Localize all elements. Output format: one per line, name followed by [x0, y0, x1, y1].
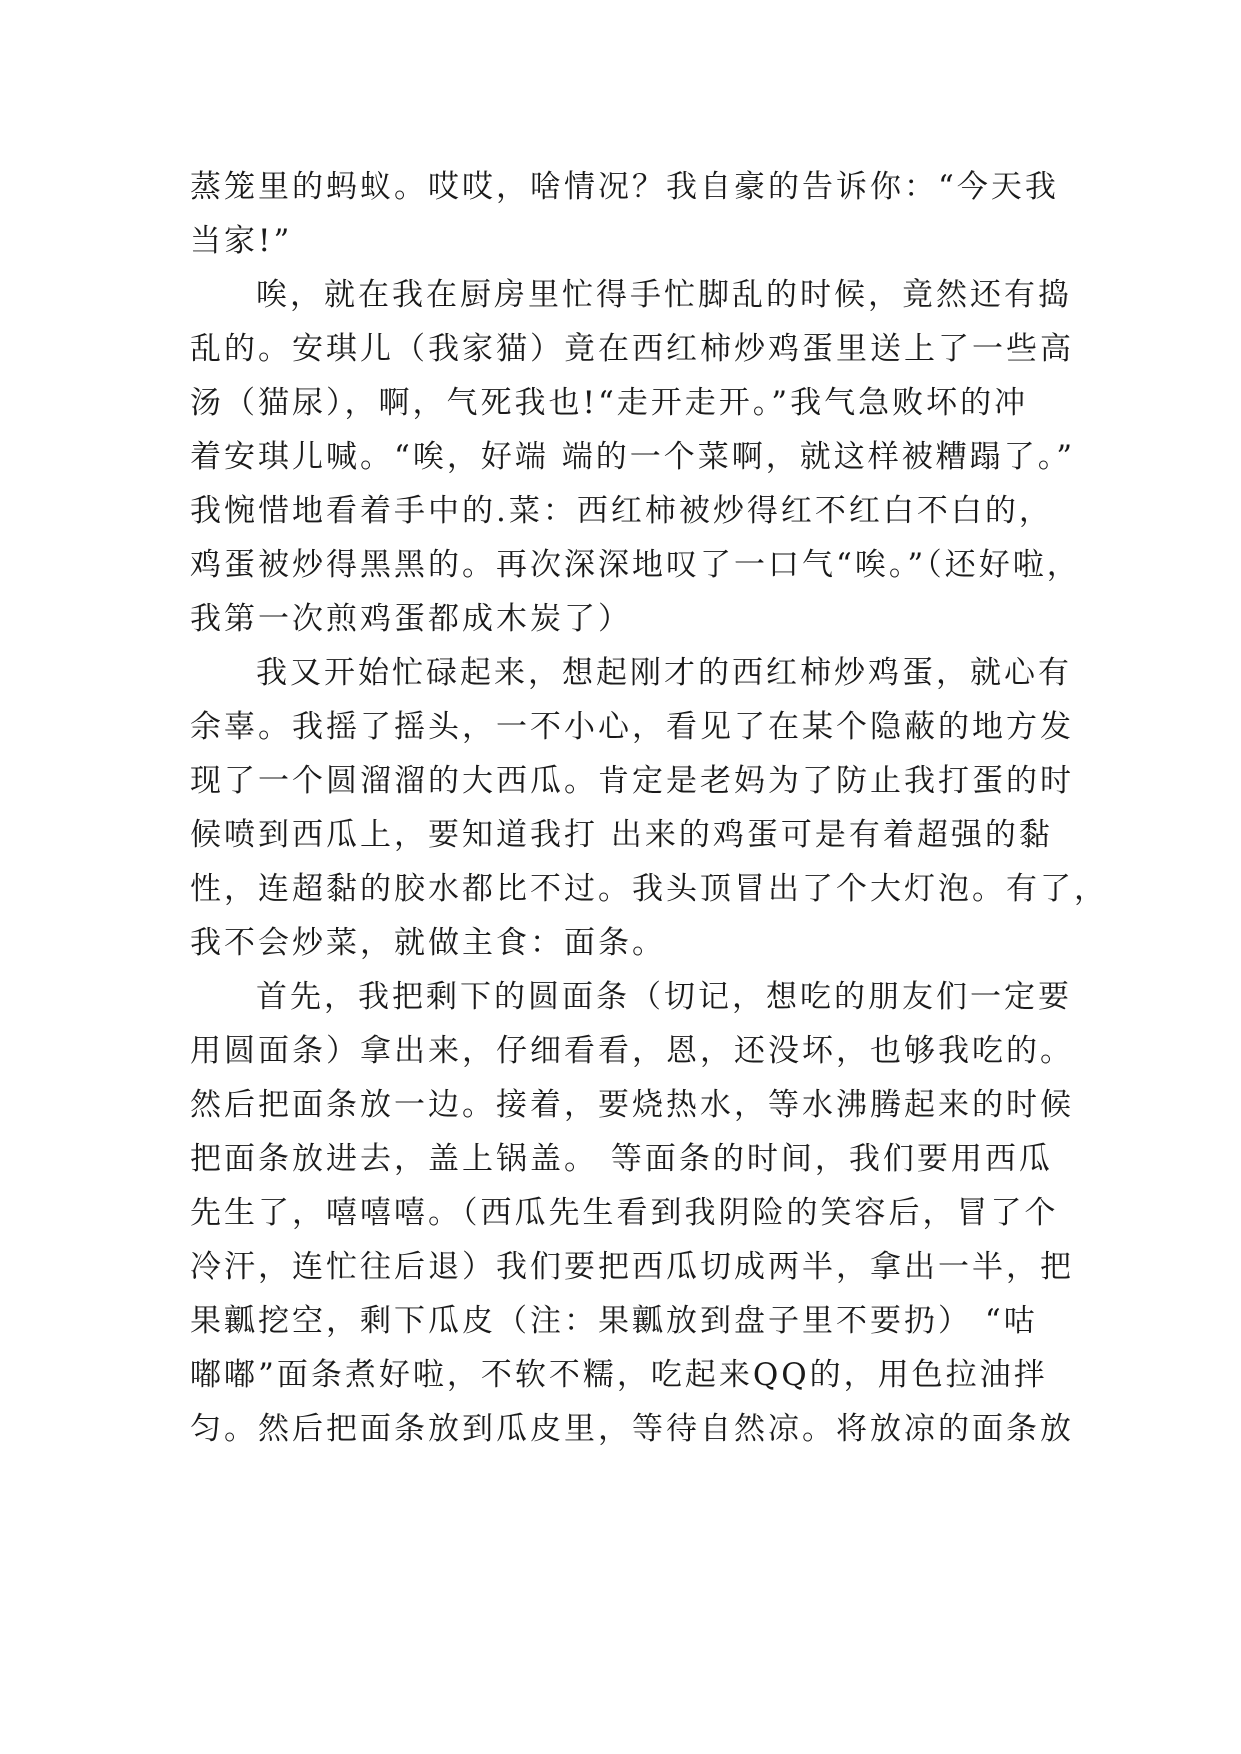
text-line: 果瓤挖空，剩下瓜皮（注：果瓤放到盘子里不要扔） “咕: [190, 1303, 1038, 1339]
text-line: 乱的。安琪儿（我家猫）竟在西红柿炒鸡蛋里送上了一些高: [190, 331, 1074, 367]
text-line: 匀。然后把面条放到瓜皮里，等待自然凉。将放凉的面条放: [190, 1411, 1074, 1447]
text-line: 唉，就在我在厨房里忙得手忙脚乱的时候，竟然还有捣: [256, 277, 1072, 313]
text-line: 我又开始忙碌起来，想起刚才的西红柿炒鸡蛋，就心有: [256, 655, 1072, 691]
text-line: 候喷到西瓜上，要知道我打 出来的鸡蛋可是有着超强的黏: [190, 817, 1053, 853]
text-line: 嘟嘟”面条煮好啦，不软不糯，吃起来QQ的，用色拉油拌: [190, 1357, 1048, 1393]
text-line: 先生了，嘻嘻嘻。（西瓜先生看到我阴险的笑容后，冒了个: [190, 1195, 1059, 1231]
text-line: 我惋惜地看着手中的.菜：西红柿被炒得红不红白不白的，: [190, 493, 1053, 529]
document-body: [190, 160, 1108, 1456]
text-line: 性，连超黏的胶水都比不过。我头顶冒出了个大灯泡。有了，: [190, 871, 1108, 907]
text-line: 然后把面条放一边。接着，要烧热水，等水沸腾起来的时候: [190, 1087, 1074, 1123]
text-line: 我不会炒菜，就做主食：面条。: [190, 925, 666, 961]
text-line: 余辜。我摇了摇头，一不小心，看见了在某个隐蔽的地方发: [190, 709, 1074, 745]
text-line: 当家!”: [190, 223, 293, 259]
text-line: 蒸笼里的蚂蚁。哎哎，啥情况？我自豪的告诉你：“今天我: [190, 169, 1059, 205]
text-line: 我第一次煎鸡蛋都成木炭了）: [190, 601, 632, 637]
text-line: 现了一个圆溜溜的大西瓜。肯定是老妈为了防止我打蛋的时: [190, 763, 1074, 799]
text-line: 用圆面条）拿出来，仔细看看，恩，还没坏，也够我吃的。: [190, 1033, 1074, 1069]
text-line: 鸡蛋被炒得黑黑的。再次深深地叹了一口气“唉。”（还好啦，: [190, 547, 1081, 583]
text-line: 汤（猫尿），啊，气死我也!“走开走开。”我气急败坏的冲: [190, 385, 1029, 421]
text-line: 首先，我把剩下的圆面条（切记，想吃的朋友们一定要: [256, 979, 1072, 1015]
text-line: 着安琪儿喊。“唉，好端 端的一个菜啊，就这样被糟蹋了。”: [190, 439, 1076, 475]
text-line: 冷汗，连忙往后退）我们要把西瓜切成两半，拿出一半，把: [190, 1249, 1074, 1285]
text-line: 把面条放进去，盖上锅盖。 等面条的时间，我们要用西瓜: [190, 1141, 1053, 1177]
